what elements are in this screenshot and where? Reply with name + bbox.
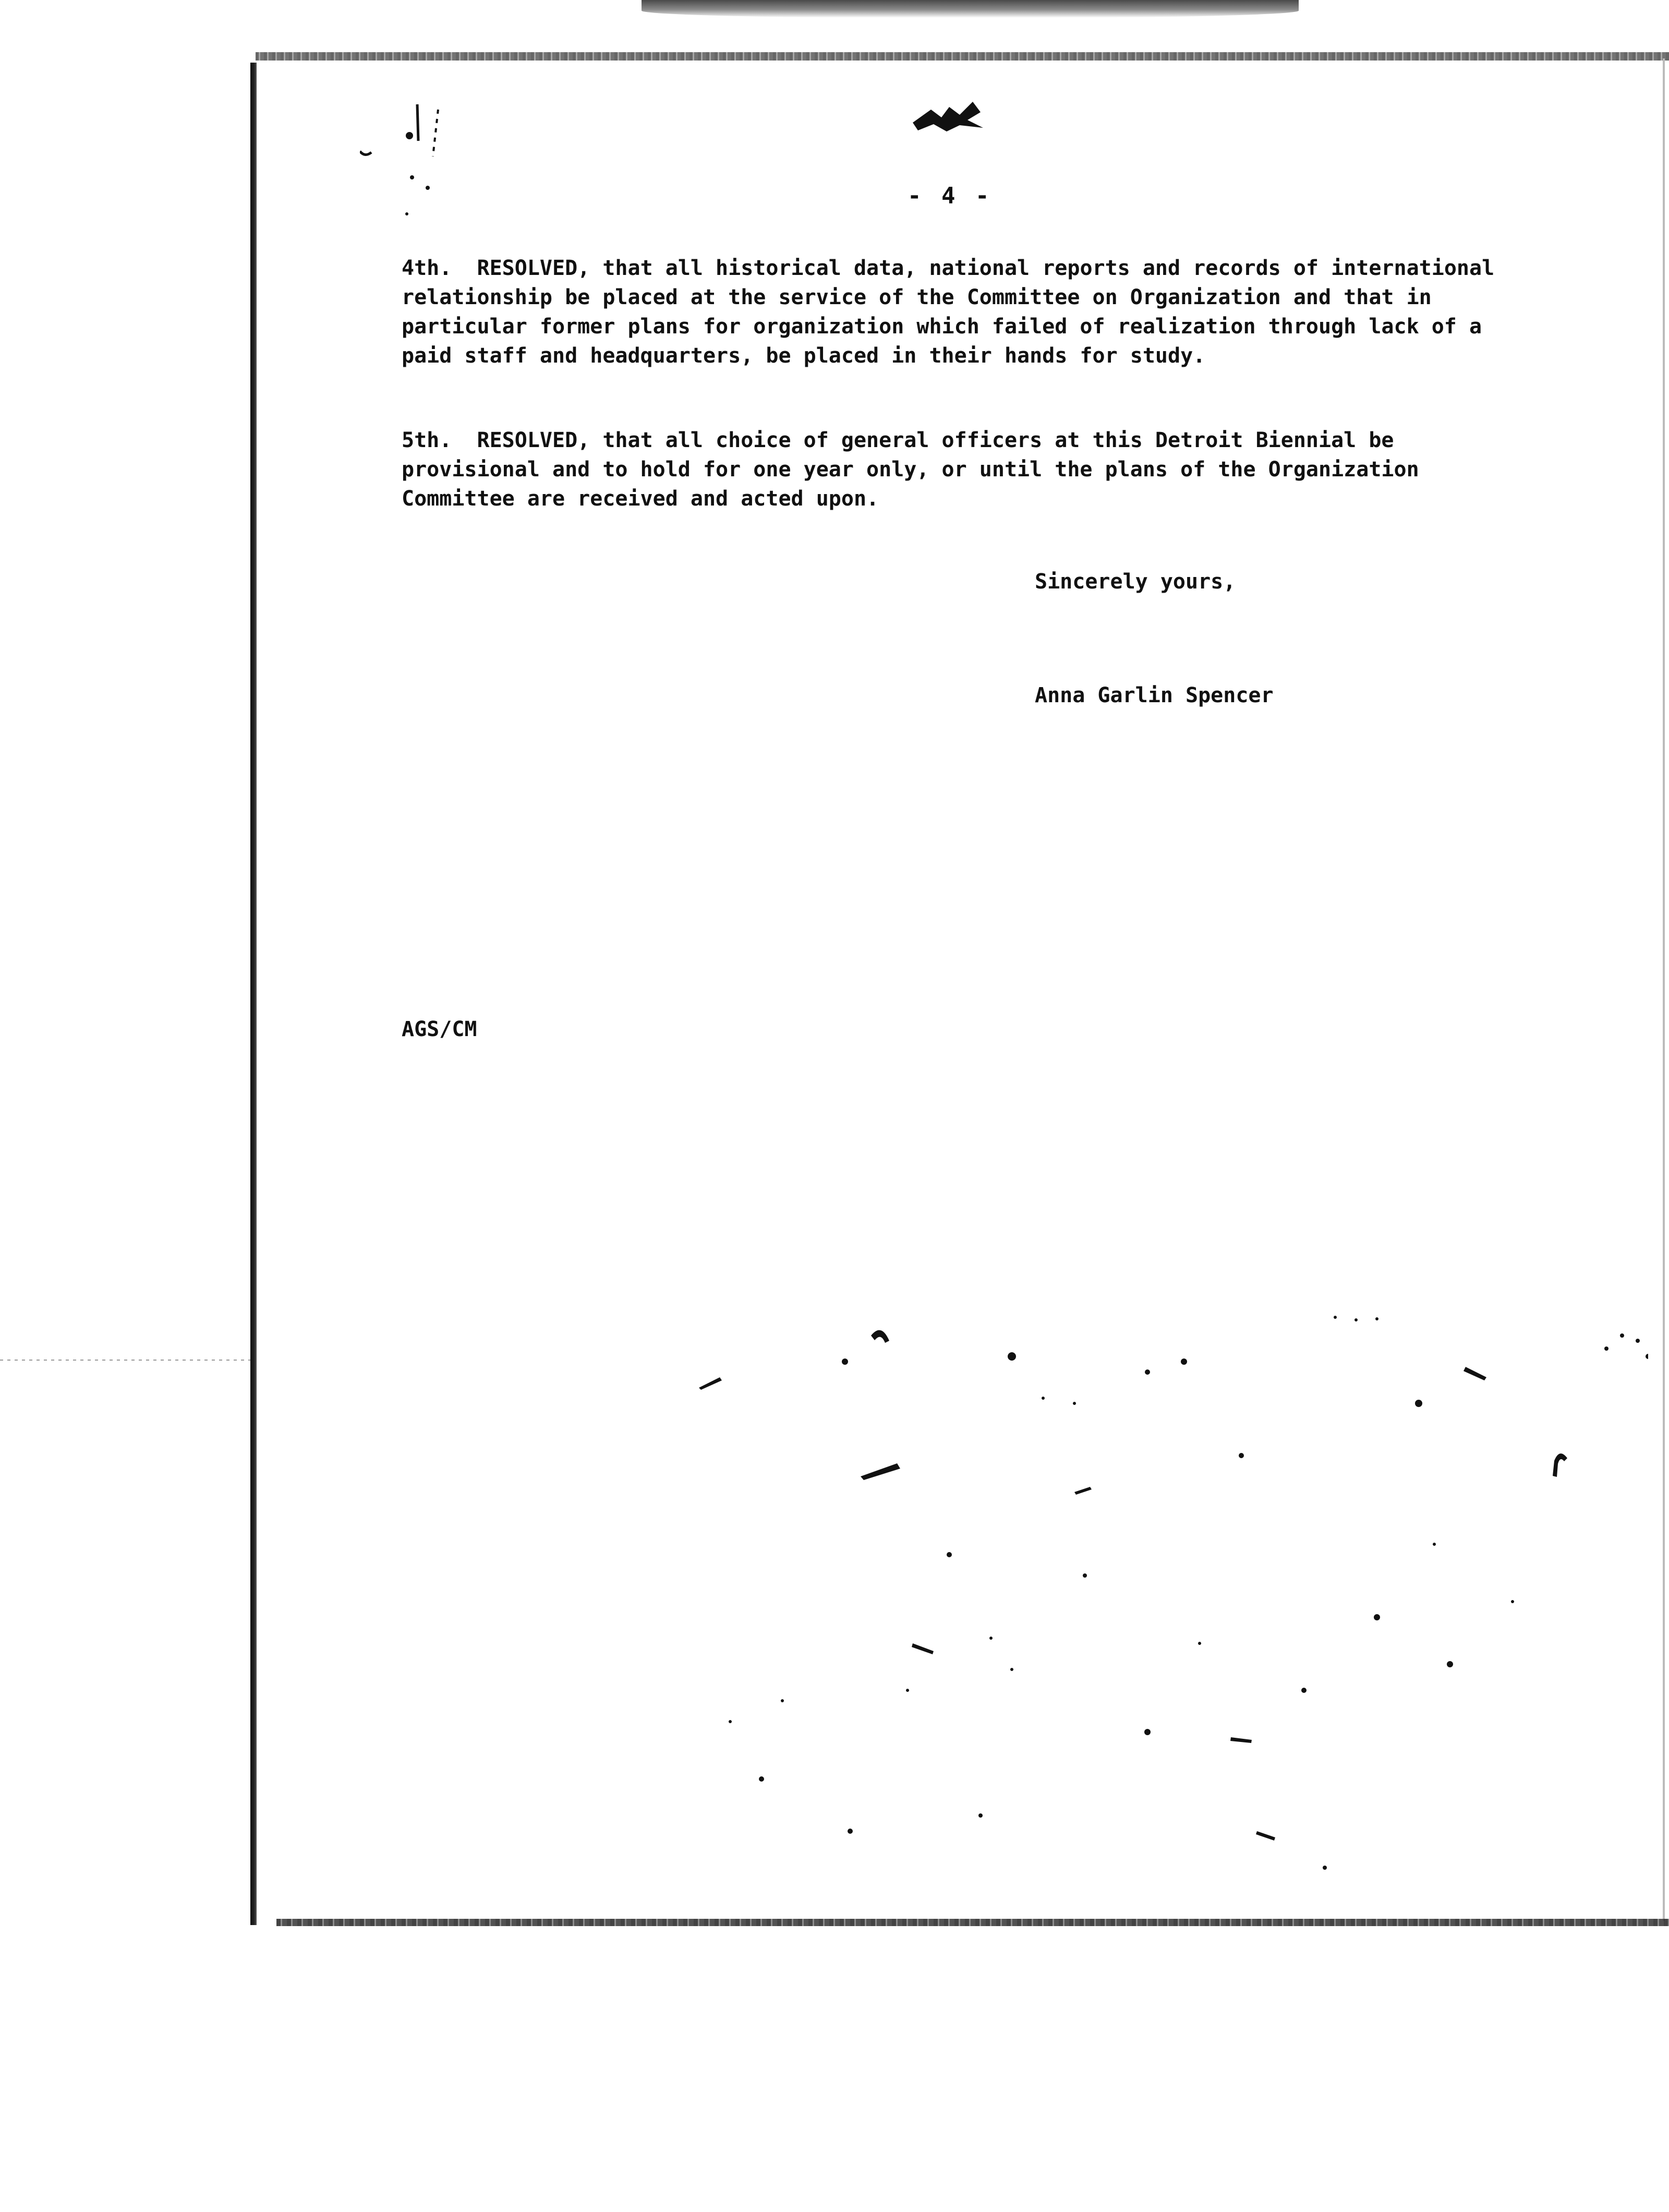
page-top-edge — [256, 52, 1669, 61]
page-number: - 4 - — [908, 183, 993, 209]
page-bottom-edge — [276, 1919, 1669, 1926]
reference-initials: AGS/CM — [402, 1017, 477, 1041]
signer-name: Anna Garlin Spencer — [1035, 683, 1274, 707]
resolution-4th — [402, 254, 1528, 370]
scan-speckle-noise — [626, 1304, 1648, 1889]
fold-line — [0, 1360, 250, 1361]
margin-pencil-marks — [360, 99, 454, 224]
ink-blot-mark-icon — [910, 99, 988, 136]
resolution-5th — [402, 426, 1528, 513]
letter-closing: Sincerely yours, — [1035, 570, 1236, 594]
resolution-text: RESOLVED, that all choice of general officers at this Detroit Biennial be provisional and to hold for one year only, or until the plans of the Organization Committee are received and acted upon. — [402, 428, 1419, 511]
resolution-label: 5th. — [402, 428, 452, 452]
page-right-edge — [1663, 58, 1665, 1921]
resolution-label: 4th. — [402, 256, 452, 280]
resolution-text: RESOLVED, that all historical data, national reports and records of international relationship be placed at the service of the Committee on Organization and that in particular former plans for organization which failed of realization through lack of a paid staff and headquarters, be placed in their hands for study. — [402, 256, 1495, 368]
page-left-edge — [250, 63, 257, 1925]
scan-top-smudge — [642, 0, 1299, 18]
